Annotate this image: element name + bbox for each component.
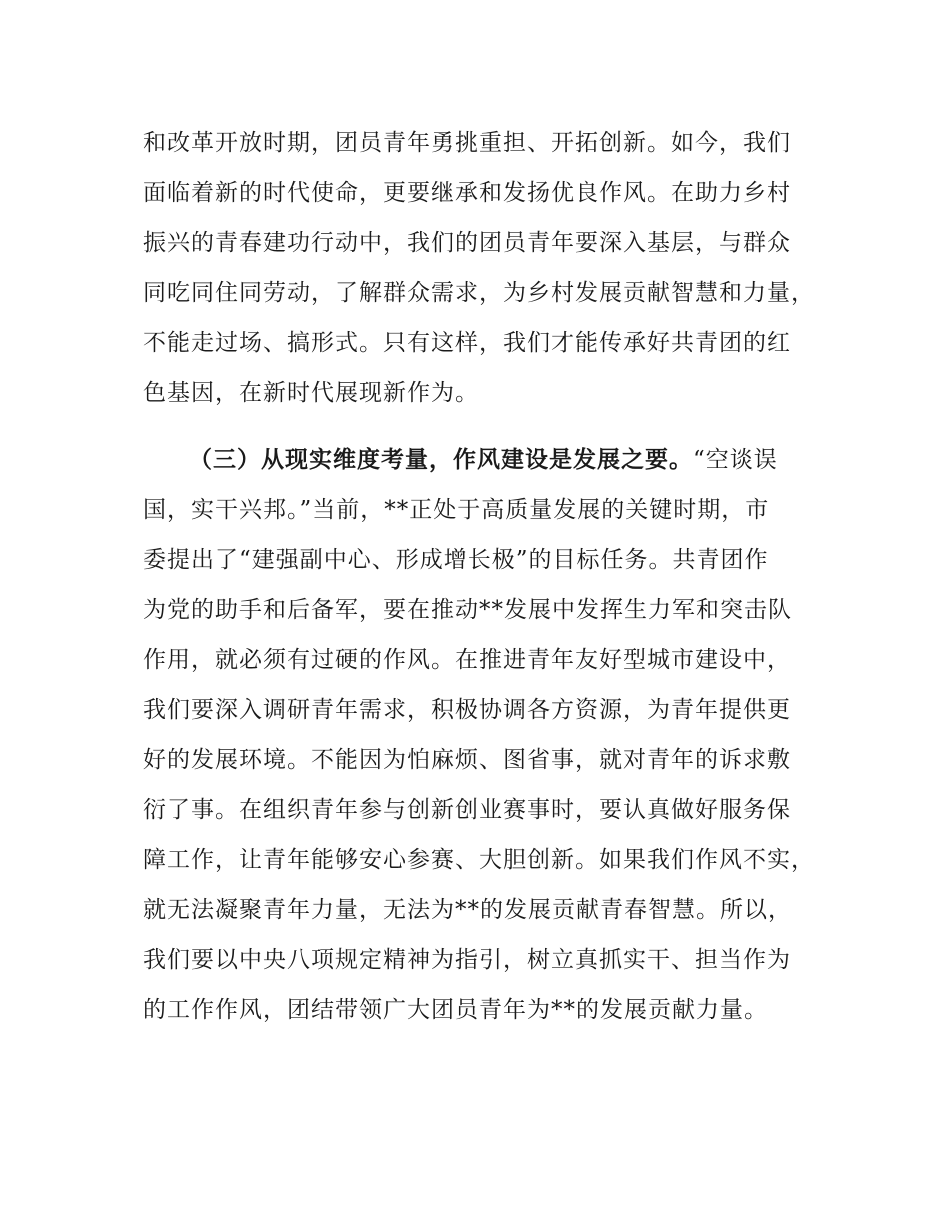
text-line: 衍了事。在组织青年参与创新创业赛事时，要认真做好服务保 <box>143 797 791 823</box>
heading-continuation: “空谈误 <box>693 447 778 473</box>
text-line: 国，实干兴邦。”当前，**正处于高质量发展的关键时期，市 <box>143 497 770 523</box>
text-line: 面临着新的时代使命，更要继承和发扬优良作风。在助力乡村 <box>143 180 791 206</box>
text-line: 障工作，让青年能够安心参赛、大胆创新。如果我们作风不实， <box>143 847 815 873</box>
text-line: 同吃同住同劳动，了解群众需求，为乡村发展贡献智慧和力量， <box>143 280 815 306</box>
document-body <box>143 118 815 1035</box>
text-line: 的工作作风，团结带领广大团员青年为**的发展贡献力量。 <box>143 997 768 1023</box>
text-line: 我们要深入调研青年需求，积极协调各方资源，为青年提供更 <box>143 697 791 723</box>
text-line: 作用，就必须有过硬的作风。在推进青年友好型城市建设中， <box>143 647 791 673</box>
paragraph-1 <box>143 118 815 418</box>
text-line: 不能走过场、搞形式。只有这样，我们才能传承好共青团的红 <box>143 330 791 356</box>
text-line: 好的发展环境。不能因为怕麻烦、图省事，就对青年的诉求敷 <box>143 747 791 773</box>
text-line: 我们要以中央八项规定精神为指引，树立真抓实干、担当作为 <box>143 947 791 973</box>
text-line: 振兴的青春建功行动中，我们的团员青年要深入基层，与群众 <box>143 230 791 256</box>
text-line: 和改革开放时期，团员青年勇挑重担、开拓创新。如今，我们 <box>143 130 791 156</box>
text-line: 委提出了“建强副中心、形成增长极”的目标任务。共青团作 <box>143 547 769 573</box>
section-heading: （三）从现实维度考量，作风建设是发展之要。 <box>189 446 693 473</box>
paragraph-spacer <box>143 418 810 435</box>
text-line: 就无法凝聚青年力量，无法为**的发展贡献青春智慧。所以， <box>143 897 792 923</box>
text-line: 色基因，在新时代展现新作为。 <box>143 380 479 406</box>
text-line: 为党的助手和后备军，要在推动**发展中发挥生力军和突击队 <box>143 597 792 623</box>
paragraph-2 <box>143 435 815 1035</box>
text-line-first <box>143 435 810 485</box>
